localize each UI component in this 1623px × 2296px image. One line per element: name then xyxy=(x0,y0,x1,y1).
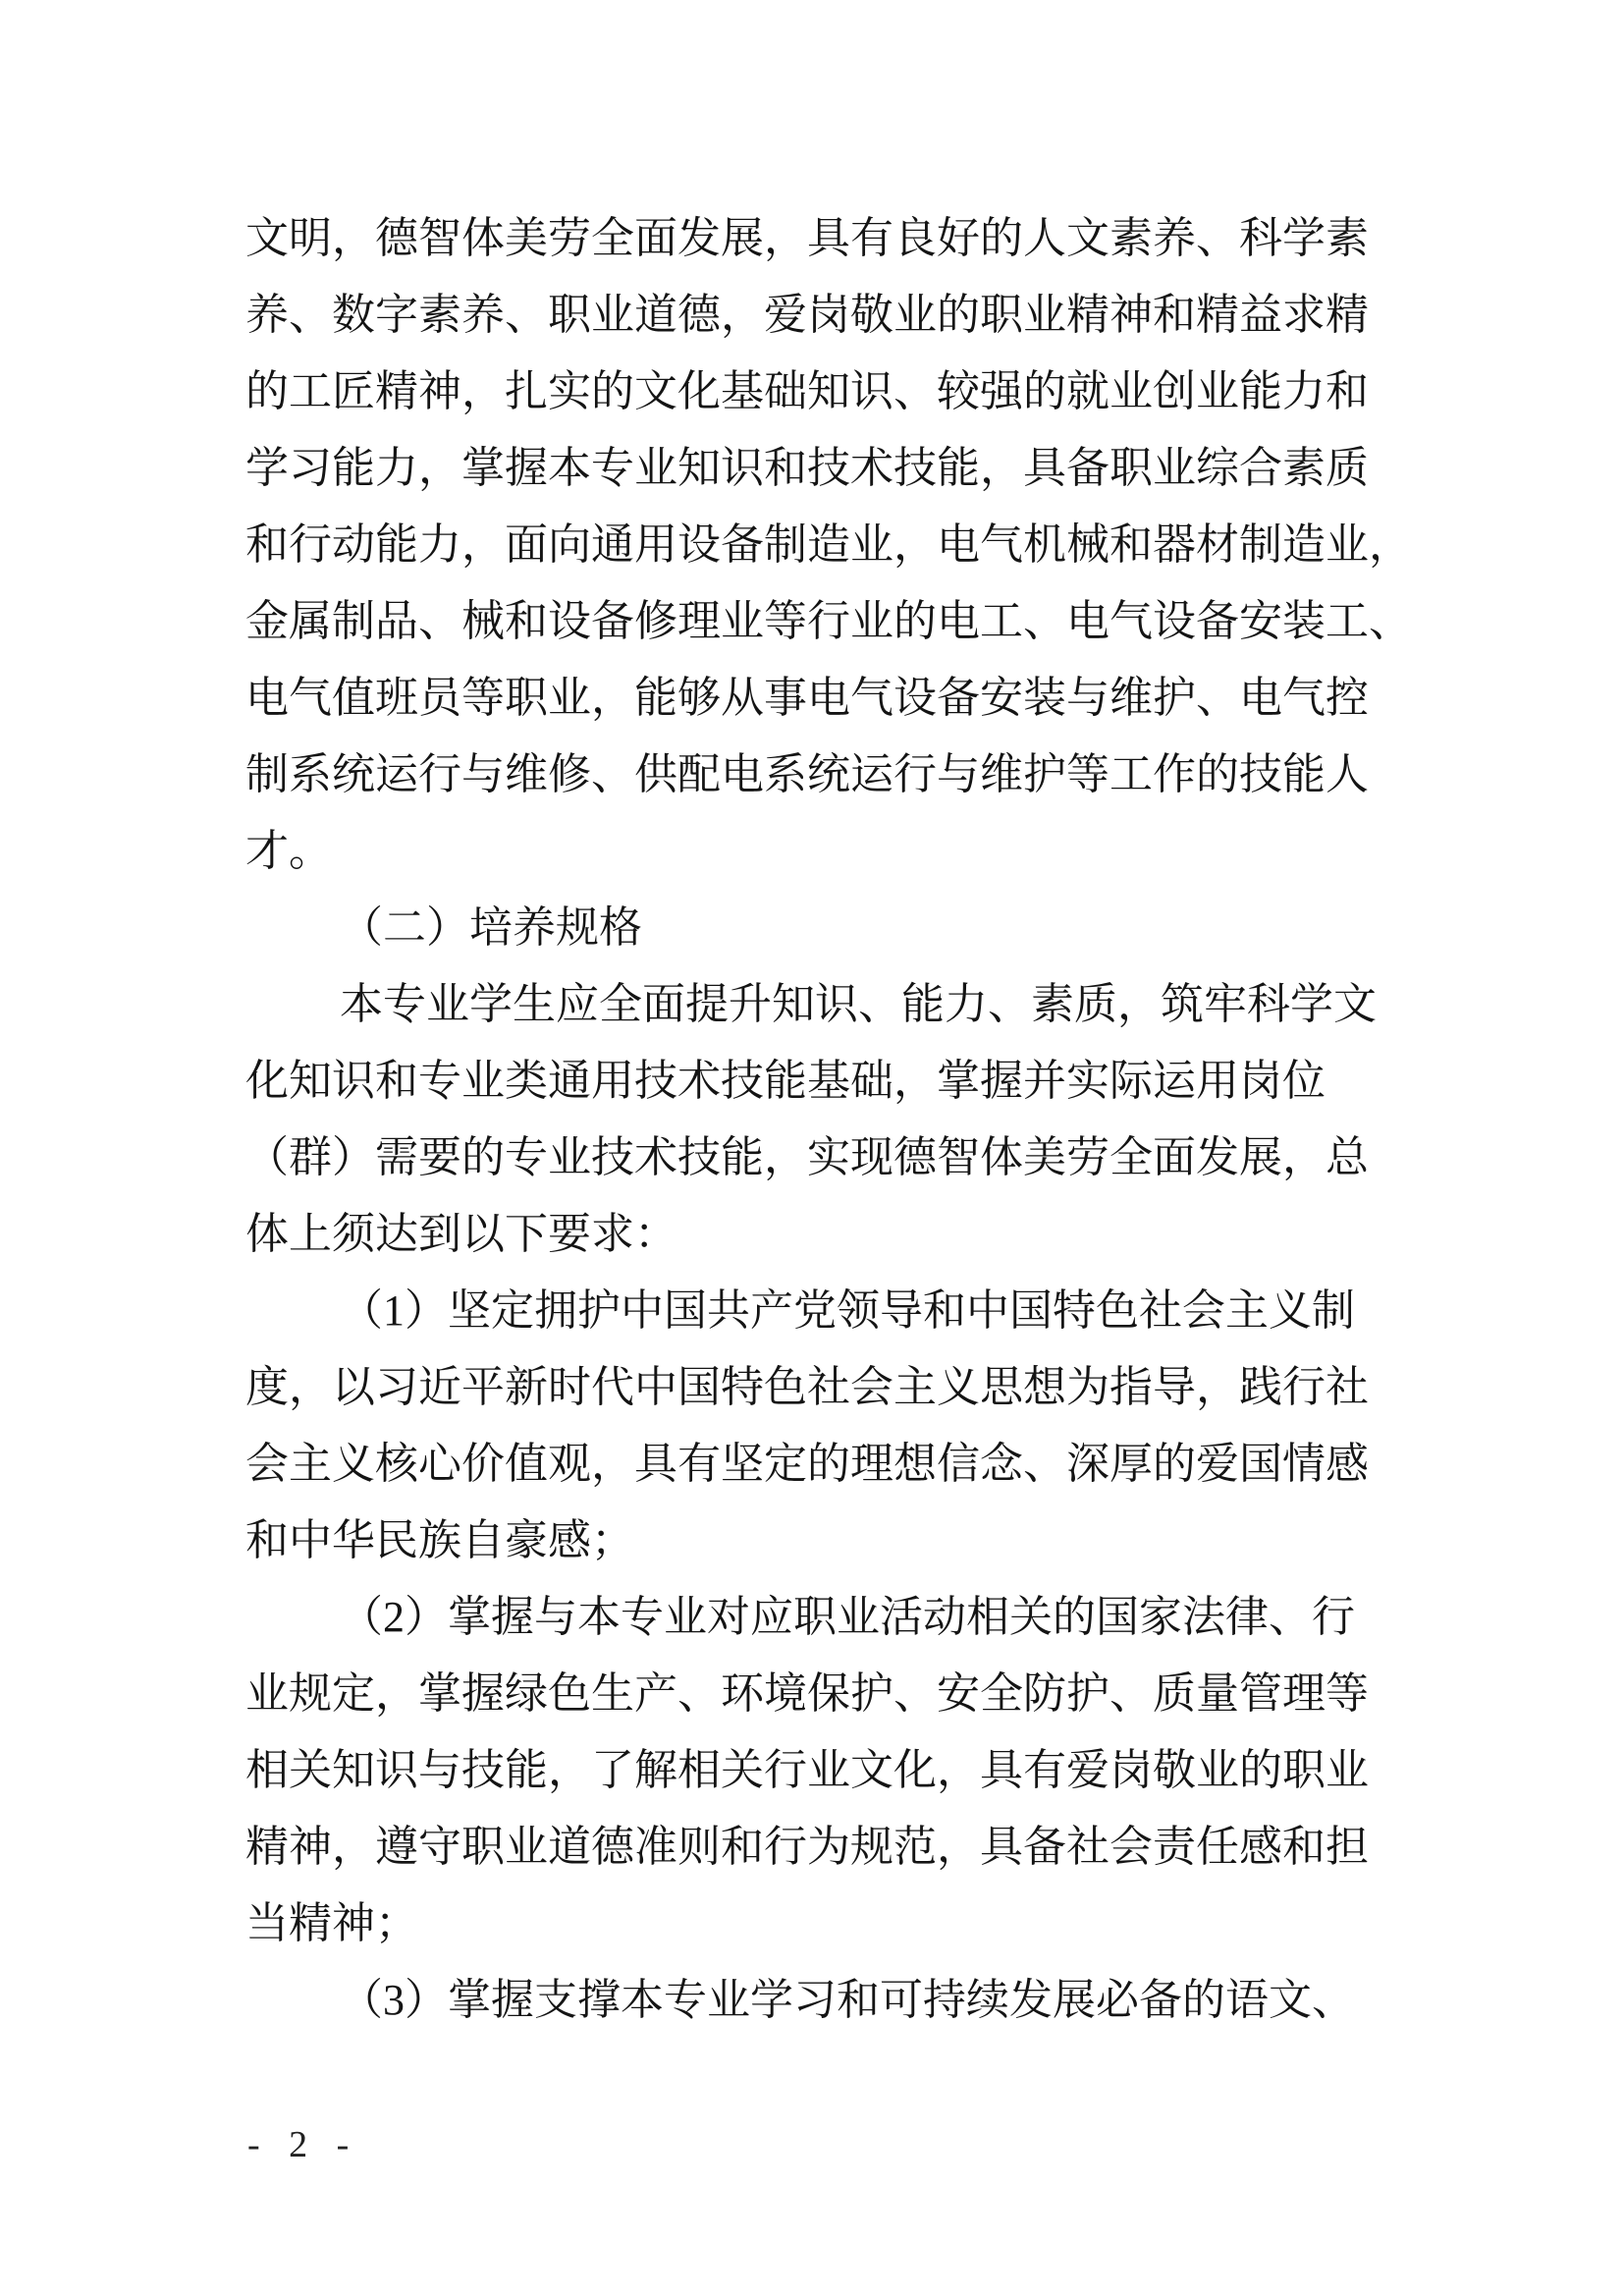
text-line: （3）掌握支撑本专业学习和可持续发展必备的语文、 xyxy=(340,1976,1355,2024)
text-line: 体上须达到以下要求： xyxy=(245,1210,677,1258)
text-line: 会主义核心价值观，具有坚定的理想信念、深厚的爱国情感 xyxy=(245,1440,1369,1488)
text-line: 才。 xyxy=(245,827,332,875)
text-line: 电气值班员等职业，能够从事电气设备安装与维护、电气控 xyxy=(245,674,1369,722)
text-line: 度，以习近平新时代中国特色社会主义思想为指导，践行社 xyxy=(245,1363,1369,1411)
text-line: 和行动能力，面向通用设备制造业，电气机械和器材制造业， xyxy=(245,520,1412,569)
text-line: 化知识和专业类通用技术技能基础，掌握并实际运用岗位 xyxy=(245,1057,1325,1105)
text-line: 本专业学生应全面提升知识、能力、素质，筑牢科学文 xyxy=(340,980,1377,1028)
text-line: 文明，德智体美劳全面发展，具有良好的人文素养、科学素 xyxy=(245,214,1369,262)
text-line: 的工匠精神，扎实的文化基础知识、较强的就业创业能力和 xyxy=(245,367,1369,415)
text-line: 业规定，掌握绿色生产、环境保护、安全防护、质量管理等 xyxy=(245,1669,1369,1718)
text-line: 精神，遵守职业道德准则和行为规范，具备社会责任感和担 xyxy=(245,1823,1369,1871)
page-number: - 2 - xyxy=(247,2124,359,2165)
body-text xyxy=(245,200,1412,2039)
text-line: 当精神； xyxy=(245,1899,418,1947)
section-heading: （二）培养规格 xyxy=(340,903,642,952)
text-line: 学习能力，掌握本专业知识和技术技能，具备职业综合素质 xyxy=(245,444,1369,492)
text-line: （2）掌握与本专业对应职业活动相关的国家法律、行 xyxy=(340,1593,1355,1641)
text-line: 养、数字素养、职业道德，爱岗敬业的职业精神和精益求精 xyxy=(245,291,1369,339)
text-line: （群）需要的专业技术技能，实现德智体美劳全面发展，总 xyxy=(245,1133,1369,1181)
text-line: 金属制品、械和设备修理业等行业的电工、电气设备安装工、 xyxy=(245,597,1412,645)
text-line: 相关知识与技能，了解相关行业文化，具有爱岗敬业的职业 xyxy=(245,1746,1369,1794)
text-line: 制系统运行与维修、供配电系统运行与维护等工作的技能人 xyxy=(245,750,1369,798)
text-line: （1）坚定拥护中国共产党领导和中国特色社会主义制 xyxy=(340,1286,1355,1335)
text-line: 和中华民族自豪感； xyxy=(245,1516,634,1564)
